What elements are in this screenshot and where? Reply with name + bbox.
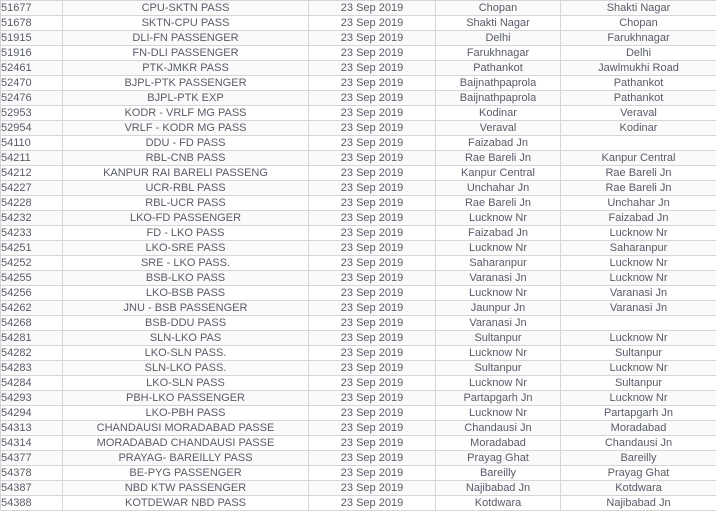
train-number-cell: 51916 xyxy=(1,46,63,61)
source-station-cell: Varanasi Jn xyxy=(436,316,561,331)
destination-station-cell: Lucknow Nr xyxy=(561,226,716,241)
table-row[interactable] xyxy=(1,106,716,121)
departure-date-cell: 23 Sep 2019 xyxy=(309,106,436,121)
table-row[interactable] xyxy=(1,211,716,226)
departure-date-cell: 23 Sep 2019 xyxy=(309,406,436,421)
train-name-cell: BSB-DDU PASS xyxy=(63,316,309,331)
departure-date-cell: 23 Sep 2019 xyxy=(309,271,436,286)
source-station-cell: Rae Bareli Jn xyxy=(436,196,561,211)
destination-station-cell: Sultanpur xyxy=(561,346,716,361)
train-number-cell: 54314 xyxy=(1,436,63,451)
source-station-cell: Faizabad Jn xyxy=(436,226,561,241)
source-station-cell: Najibabad Jn xyxy=(436,481,561,496)
table-row[interactable] xyxy=(1,466,716,481)
train-number-cell: 54252 xyxy=(1,256,63,271)
destination-station-cell: Prayag Ghat xyxy=(561,466,716,481)
destination-station-cell: Lucknow Nr xyxy=(561,361,716,376)
destination-station-cell: Rae Bareli Jn xyxy=(561,166,716,181)
train-name-cell: LKO-SLN PASS. xyxy=(63,346,309,361)
source-station-cell: Lucknow Nr xyxy=(436,346,561,361)
departure-date-cell: 23 Sep 2019 xyxy=(309,241,436,256)
destination-station-cell: Kanpur Central xyxy=(561,151,716,166)
table-row[interactable] xyxy=(1,391,716,406)
destination-station-cell: Kodinar xyxy=(561,121,716,136)
departure-date-cell: 23 Sep 2019 xyxy=(309,316,436,331)
train-number-cell: 54233 xyxy=(1,226,63,241)
source-station-cell: Chopan xyxy=(436,1,561,16)
train-number-cell: 52953 xyxy=(1,106,63,121)
table-row[interactable] xyxy=(1,406,716,421)
source-station-cell: Kanpur Central xyxy=(436,166,561,181)
destination-station-cell xyxy=(561,316,716,331)
table-row[interactable] xyxy=(1,241,716,256)
table-row[interactable] xyxy=(1,301,716,316)
departure-date-cell: 23 Sep 2019 xyxy=(309,1,436,16)
destination-station-cell: Jawlmukhi Road xyxy=(561,61,716,76)
train-number-cell: 51915 xyxy=(1,31,63,46)
table-row[interactable] xyxy=(1,361,716,376)
train-name-cell: DDU - FD PASS xyxy=(63,136,309,151)
train-number-cell: 54283 xyxy=(1,361,63,376)
departure-date-cell: 23 Sep 2019 xyxy=(309,121,436,136)
source-station-cell: Pathankot xyxy=(436,61,561,76)
departure-date-cell: 23 Sep 2019 xyxy=(309,226,436,241)
destination-station-cell: Rae Bareli Jn xyxy=(561,181,716,196)
destination-station-cell: Chandausi Jn xyxy=(561,436,716,451)
train-number-cell: 54251 xyxy=(1,241,63,256)
departure-date-cell: 23 Sep 2019 xyxy=(309,136,436,151)
table-row[interactable] xyxy=(1,421,716,436)
destination-station-cell: Veraval xyxy=(561,106,716,121)
train-name-cell: KODR - VRLF MG PASS xyxy=(63,106,309,121)
departure-date-cell: 23 Sep 2019 xyxy=(309,436,436,451)
departure-date-cell: 23 Sep 2019 xyxy=(309,421,436,436)
train-name-cell: BJPL-PTK EXP xyxy=(63,91,309,106)
destination-station-cell: Lucknow Nr xyxy=(561,331,716,346)
train-number-cell: 54255 xyxy=(1,271,63,286)
train-number-cell: 54228 xyxy=(1,196,63,211)
departure-date-cell: 23 Sep 2019 xyxy=(309,166,436,181)
source-station-cell: Varanasi Jn xyxy=(436,271,561,286)
train-number-cell: 54313 xyxy=(1,421,63,436)
source-station-cell: Lucknow Nr xyxy=(436,406,561,421)
source-station-cell: Veraval xyxy=(436,121,561,136)
source-station-cell: Farukhnagar xyxy=(436,46,561,61)
source-station-cell: Saharanpur xyxy=(436,256,561,271)
destination-station-cell: Lucknow Nr xyxy=(561,391,716,406)
train-name-cell: CHANDAUSI MORADABAD PASSE xyxy=(63,421,309,436)
train-name-cell: NBD KTW PASSENGER xyxy=(63,481,309,496)
train-number-cell: 54282 xyxy=(1,346,63,361)
table-row[interactable] xyxy=(1,151,716,166)
destination-station-cell: Najibabad Jn xyxy=(561,496,716,511)
source-station-cell: Jaunpur Jn xyxy=(436,301,561,316)
train-number-cell: 54284 xyxy=(1,376,63,391)
train-number-cell: 54293 xyxy=(1,391,63,406)
train-name-cell: BSB-LKO PASS xyxy=(63,271,309,286)
train-name-cell: CPU-SKTN PASS xyxy=(63,1,309,16)
train-number-cell: 51677 xyxy=(1,1,63,16)
departure-date-cell: 23 Sep 2019 xyxy=(309,31,436,46)
departure-date-cell: 23 Sep 2019 xyxy=(309,361,436,376)
train-name-cell: KANPUR RAI BARELI PASSENG xyxy=(63,166,309,181)
train-name-cell: MORADABAD CHANDAUSI PASSE xyxy=(63,436,309,451)
destination-station-cell: Moradabad xyxy=(561,421,716,436)
table-row[interactable] xyxy=(1,346,716,361)
train-name-cell: PTK-JMKR PASS xyxy=(63,61,309,76)
train-number-cell: 54378 xyxy=(1,466,63,481)
train-name-cell: LKO-SRE PASS xyxy=(63,241,309,256)
train-name-cell: LKO-FD PASSENGER xyxy=(63,211,309,226)
destination-station-cell: Kotdwara xyxy=(561,481,716,496)
table-row[interactable] xyxy=(1,316,716,331)
table-row[interactable] xyxy=(1,286,716,301)
table-row[interactable] xyxy=(1,376,716,391)
destination-station-cell: Farukhnagar xyxy=(561,31,716,46)
destination-station-cell: Partapgarh Jn xyxy=(561,406,716,421)
table-row[interactable] xyxy=(1,1,716,16)
train-name-cell: SLN-LKO PASS. xyxy=(63,361,309,376)
train-name-cell: FD - LKO PASS xyxy=(63,226,309,241)
departure-date-cell: 23 Sep 2019 xyxy=(309,466,436,481)
destination-station-cell: Pathankot xyxy=(561,76,716,91)
destination-station-cell: Lucknow Nr xyxy=(561,256,716,271)
destination-station-cell xyxy=(561,136,716,151)
train-name-cell: RBL-UCR PASS xyxy=(63,196,309,211)
train-number-cell: 52461 xyxy=(1,61,63,76)
train-number-cell: 51678 xyxy=(1,16,63,31)
table-row[interactable] xyxy=(1,436,716,451)
train-name-cell: JNU - BSB PASSENGER xyxy=(63,301,309,316)
departure-date-cell: 23 Sep 2019 xyxy=(309,256,436,271)
departure-date-cell: 23 Sep 2019 xyxy=(309,46,436,61)
table-row[interactable] xyxy=(1,76,716,91)
train-name-cell: SRE - LKO PASS. xyxy=(63,256,309,271)
departure-date-cell: 23 Sep 2019 xyxy=(309,181,436,196)
source-station-cell: Shakti Nagar xyxy=(436,16,561,31)
departure-date-cell: 23 Sep 2019 xyxy=(309,151,436,166)
train-number-cell: 54227 xyxy=(1,181,63,196)
source-station-cell: Partapgarh Jn xyxy=(436,391,561,406)
destination-station-cell: Sultanpur xyxy=(561,376,716,391)
destination-station-cell: Shakti Nagar xyxy=(561,1,716,16)
departure-date-cell: 23 Sep 2019 xyxy=(309,451,436,466)
table-row[interactable] xyxy=(1,331,716,346)
destination-station-cell: Lucknow Nr xyxy=(561,271,716,286)
departure-date-cell: 23 Sep 2019 xyxy=(309,76,436,91)
table-row[interactable] xyxy=(1,181,716,196)
train-number-cell: 54232 xyxy=(1,211,63,226)
destination-station-cell: Saharanpur xyxy=(561,241,716,256)
train-number-cell: 54268 xyxy=(1,316,63,331)
departure-date-cell: 23 Sep 2019 xyxy=(309,331,436,346)
destination-station-cell: Pathankot xyxy=(561,91,716,106)
source-station-cell: Kotdwara xyxy=(436,496,561,511)
train-name-cell: FN-DLI PASSENGER xyxy=(63,46,309,61)
table-row[interactable] xyxy=(1,226,716,241)
train-name-cell: VRLF - KODR MG PASS xyxy=(63,121,309,136)
source-station-cell: Sultanpur xyxy=(436,361,561,376)
departure-date-cell: 23 Sep 2019 xyxy=(309,16,436,31)
destination-station-cell: Varanasi Jn xyxy=(561,301,716,316)
departure-date-cell: 23 Sep 2019 xyxy=(309,61,436,76)
source-station-cell: Lucknow Nr xyxy=(436,211,561,226)
source-station-cell: Chandausi Jn xyxy=(436,421,561,436)
departure-date-cell: 23 Sep 2019 xyxy=(309,301,436,316)
destination-station-cell: Unchahar Jn xyxy=(561,196,716,211)
source-station-cell: Moradabad xyxy=(436,436,561,451)
train-name-cell: PBH-LKO PASSENGER xyxy=(63,391,309,406)
destination-station-cell: Delhi xyxy=(561,46,716,61)
train-number-cell: 54212 xyxy=(1,166,63,181)
source-station-cell: Baijnathpaprola xyxy=(436,91,561,106)
table-row[interactable] xyxy=(1,256,716,271)
source-station-cell: Lucknow Nr xyxy=(436,376,561,391)
train-name-cell: SKTN-CPU PASS xyxy=(63,16,309,31)
train-name-cell: LKO-PBH PASS xyxy=(63,406,309,421)
source-station-cell: Baijnathpaprola xyxy=(436,76,561,91)
source-station-cell: Faizabad Jn xyxy=(436,136,561,151)
table-body xyxy=(1,1,716,511)
train-name-cell: BE-PYG PASSENGER xyxy=(63,466,309,481)
departure-date-cell: 23 Sep 2019 xyxy=(309,91,436,106)
source-station-cell: Delhi xyxy=(436,31,561,46)
table-row[interactable] xyxy=(1,46,716,61)
train-number-cell: 54256 xyxy=(1,286,63,301)
train-number-cell: 52476 xyxy=(1,91,63,106)
destination-station-cell: Bareilly xyxy=(561,451,716,466)
table-row[interactable] xyxy=(1,481,716,496)
train-name-cell: SLN-LKO PAS xyxy=(63,331,309,346)
table-row[interactable] xyxy=(1,121,716,136)
table-row[interactable] xyxy=(1,31,716,46)
train-number-cell: 52470 xyxy=(1,76,63,91)
destination-station-cell: Faizabad Jn xyxy=(561,211,716,226)
train-name-cell: DLI-FN PASSENGER xyxy=(63,31,309,46)
table-row[interactable] xyxy=(1,166,716,181)
train-number-cell: 54387 xyxy=(1,481,63,496)
destination-station-cell: Varanasi Jn xyxy=(561,286,716,301)
source-station-cell: Lucknow Nr xyxy=(436,286,561,301)
source-station-cell: Lucknow Nr xyxy=(436,241,561,256)
train-number-cell: 54110 xyxy=(1,136,63,151)
train-name-cell: BJPL-PTK PASSENGER xyxy=(63,76,309,91)
train-number-cell: 54294 xyxy=(1,406,63,421)
source-station-cell: Rae Bareli Jn xyxy=(436,151,561,166)
table-row[interactable] xyxy=(1,451,716,466)
source-station-cell: Prayag Ghat xyxy=(436,451,561,466)
train-number-cell: 54388 xyxy=(1,496,63,511)
train-name-cell: RBL-CNB PASS xyxy=(63,151,309,166)
departure-date-cell: 23 Sep 2019 xyxy=(309,211,436,226)
train-number-cell: 54281 xyxy=(1,331,63,346)
train-name-cell: KOTDEWAR NBD PASS xyxy=(63,496,309,511)
table-row[interactable] xyxy=(1,271,716,286)
departure-date-cell: 23 Sep 2019 xyxy=(309,496,436,511)
table-row[interactable] xyxy=(1,61,716,76)
table-row[interactable] xyxy=(1,91,716,106)
departure-date-cell: 23 Sep 2019 xyxy=(309,346,436,361)
departure-date-cell: 23 Sep 2019 xyxy=(309,196,436,211)
departure-date-cell: 23 Sep 2019 xyxy=(309,286,436,301)
source-station-cell: Sultanpur xyxy=(436,331,561,346)
train-number-cell: 52954 xyxy=(1,121,63,136)
source-station-cell: Unchahar Jn xyxy=(436,181,561,196)
train-name-cell: LKO-SLN PASS xyxy=(63,376,309,391)
departure-date-cell: 23 Sep 2019 xyxy=(309,481,436,496)
train-name-cell: LKO-BSB PASS xyxy=(63,286,309,301)
train-name-cell: PRAYAG- BAREILLY PASS xyxy=(63,451,309,466)
table-row[interactable] xyxy=(1,16,716,31)
source-station-cell: Kodinar xyxy=(436,106,561,121)
departure-date-cell: 23 Sep 2019 xyxy=(309,391,436,406)
table-row[interactable] xyxy=(1,496,716,511)
train-number-cell: 54377 xyxy=(1,451,63,466)
train-number-cell: 54262 xyxy=(1,301,63,316)
train-number-cell: 54211 xyxy=(1,151,63,166)
source-station-cell: Bareilly xyxy=(436,466,561,481)
table-row[interactable] xyxy=(1,196,716,211)
train-name-cell: UCR-RBL PASS xyxy=(63,181,309,196)
destination-station-cell: Chopan xyxy=(561,16,716,31)
table-row[interactable] xyxy=(1,136,716,151)
departure-date-cell: 23 Sep 2019 xyxy=(309,376,436,391)
